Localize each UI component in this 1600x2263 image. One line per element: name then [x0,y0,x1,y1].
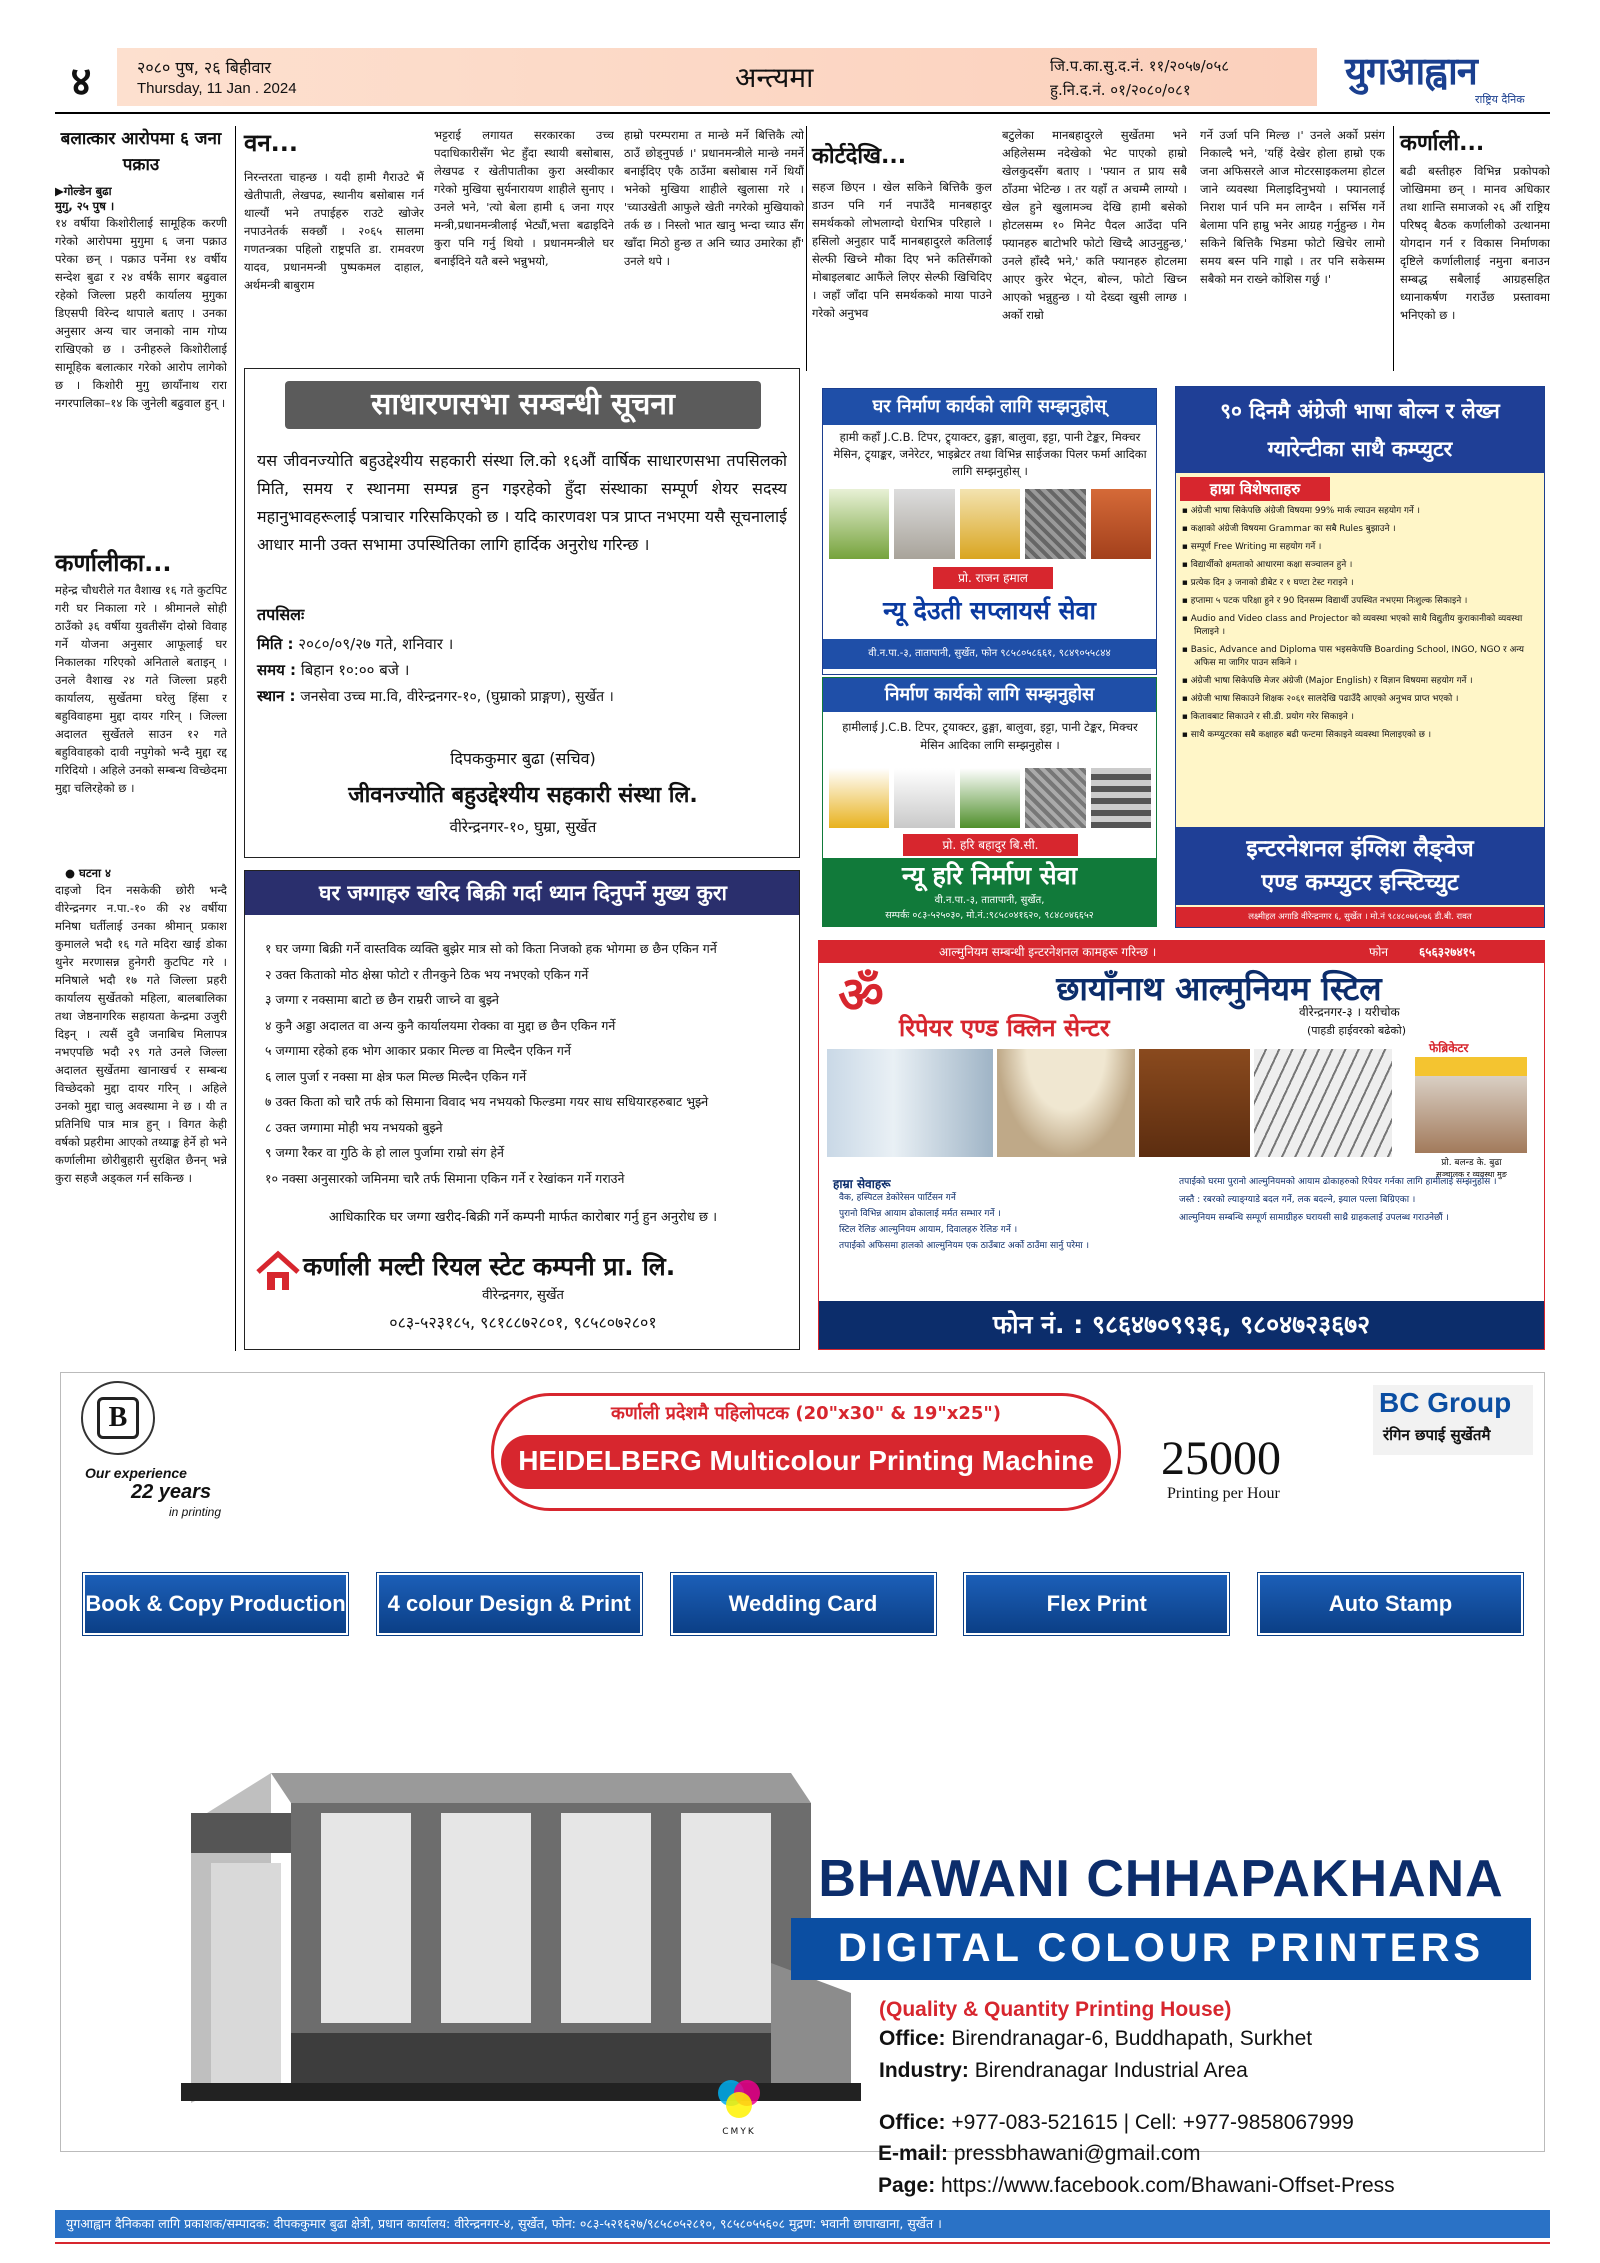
agm-notice [244,368,800,858]
article-body-karnali-right: बढी बस्तीहरु विभिन्न प्रकोपको जोखिममा छन् । मानव अधिकार तथा शान्ति समाजको २६ औं राष्ट्रिय परिषद् बैठक कर्णालीको उत्थानमा योगदान गर्न र विकास निर्माणका दृष्टिले कर्णालीलाई नमुना बनाउन सम्बद्ध सबैलाई आग्रहसहित ध्यानाकर्षण गराउँछ प्रस्तावमा भनिएको छ । [1400,164,1550,322]
deuti-proprietor: प्रो. राजन हमाल [933,567,1053,589]
bhawani-email-line [878,2142,1200,2166]
bc-group-name: BC Group [1379,1387,1512,1418]
service-item: स्टिल रेलिङ आल्मुनियम आयाम, दिवालहरु रेलिङ गर्ने । [839,1225,1018,1235]
agm-date-label: मिति : [257,635,294,653]
checklist-item: ५ जग्गामा रहेको हक भोग आकार प्रकार मिल्छ वा मिल्दैन एकिन गर्ने [265,1043,571,1058]
feature-item: ▪ सम्पूर्ण Free Writing मा सहयोग गर्ने । [1182,542,1322,552]
date-nepali: २०८० पुष, २६ बिहीवार [137,58,272,77]
footer-rule [55,2242,1550,2244]
article-karnali-right [1400,126,1550,371]
arch-window-image [997,1049,1135,1157]
cmyk-logo [709,2073,769,2143]
aluminium-address-2: (पाहडी हाईवरको बढेको) [1307,1024,1407,1037]
bhawani-office-label: Office: [879,2027,946,2050]
hari-address: वी.न.पा.-३, तातापानी, सुर्खेत, [934,895,1045,906]
page-header [55,48,1550,110]
deuti-address: वी.न.पा.-३, तातापानी, सुर्खेत, फोन ९८५८०५८६६१, ९८४९०५५८४४ [823,639,1156,669]
service-item: आल्मुनियम सम्बन्धि सम्पूर्ण सामाग्रीहरु घरायसी साथ्रै ग्राहकलाई उपलब्ध गराउनेछौं । [1179,1213,1449,1223]
article-forest [244,126,812,356]
header-rule [55,112,1550,114]
article-body-forest-3: हाम्रो परम्परामा त मान्छे मर्ने बित्तिकै त्यो ठाउँ छोड्नुपर्छ ।' प्रधानमन्त्रीले मान्छे नमर्ने बनाईदिए एकै ठाउँमा बसोबास गर्ने थियौं भनेको मुखिया शाहीले खुलासा गरे । 'च्याउखेती आफुले खेती नगरेको मुखियाको तर्क छ । निस्लो भात खानु भन्दा च्याउ सँग खाँदा मिठो हुन्छ त अनि च्याउ उमारेका हौं' उनले थपे । [624,128,804,268]
service-button-label: Wedding Card [728,1591,878,1616]
bc-group-sub: रंगिन छपाई सुर्खेतमै [1383,1426,1491,1444]
dateline: मुगु, २५ पुष । [55,199,115,213]
masthead-subtitle: राष्ट्रिय दैनिक [1475,93,1525,106]
om-icon: ॐ [838,966,884,1024]
agm-address: वीरेन्द्रनगर-१०, घुम्रा, सुर्खेत [449,818,597,836]
aluminium-proprietor: प्रो. बलन्ड के. बुढा [1441,1158,1502,1168]
stair-rail-image [1254,1049,1392,1157]
agm-tapasil: तपसिलः [257,605,305,624]
printing-machine-image [151,1663,871,2123]
bhawani-page-link[interactable]: https://www.facebook.com/Bhawani-Offset-Press [941,2174,1395,2197]
aluminium-contact: फोन नं. : ९८६४७०९९३६, ९८०४७२३६७२ [992,1310,1371,1339]
blocks-image [1091,768,1151,828]
agm-place: जनसेवा उच्च मा.वि, वीरेन्द्रनगर-१०, (घुम्राको प्राङ्गण), सुर्खेत । [300,689,614,705]
bhawani-industry: Birendranagar Industrial Area [974,2059,1248,2082]
service-buttons [83,1573,1523,1635]
service-button-label: Flex Print [1046,1591,1147,1616]
article-title-karnali-right: कर्णाली... [1400,131,1485,156]
truck-image [894,768,954,828]
agm-notice-title: साधारणसभा सम्बन्धी सूचना [285,381,761,429]
service-item: पुरानो विभिन्न आयाम ढोकालाई मर्मत सम्भार गर्ने । [839,1209,1001,1219]
feature-item: ▪ प्रत्येक दिन ३ जनाको डीबेट र १ घण्टा टेस्ट गराइने । [1182,578,1354,588]
checklist-item: १० नक्सा अनुसारको जमिनमा चारै तर्फ सिमाना एकिन गर्ने र रेखांकन गर्ने गराउने [265,1170,625,1186]
feature-item: ▪ कितावबाट सिकाउने र सी.डी. प्रयोग गरेर सिकाइने । [1182,712,1354,722]
real-estate-title: घर जग्गाहरु खरिद बिक्री गर्दा ध्यान दिनुपर्ने मुख्य कुरा [245,871,800,915]
real-estate-checklist [265,939,785,1194]
masthead-logo: युगआह्वान [1345,48,1477,93]
feature-item: ▪ Basic, Advance and Diploma पास भइसकेपछि Boarding School, INGO, NGO र अन्य अफिस मा जागिर पाउन सकिने । [1182,645,1524,668]
service-button[interactable] [671,1573,936,1635]
page-number: ४ [70,58,92,105]
bhawani-email-label: E-mail: [878,2142,949,2165]
deuti-title: घर निर्माण कार्यको लागि सम्झनुहोस् [823,389,1156,425]
bhawani-phone-line [879,2111,1354,2135]
article-body-court-1: सहज छिएन । खेल सकिने बित्तिकै कुल डाउन पनि गर्न नपाउँदै मानबहादुर समर्थकको लोभलाग्दो घेराभित्र परिहाले । हसिलो अनुहार पार्दै मानबहादुरले कतिलाई सेल्फी खिच्ने मौका दिए भने कतिसँगको मोबाइलबाट आफैंले लिएर सेल्फी खिचिदिए । जहाँ जाँदा पनि समर्थकको माया पाउने गरेको अनुभव [812,180,992,320]
english-features-head: हाम्रा विशेषताहरु [1180,477,1330,501]
hari-nirman-ad [822,677,1157,927]
real-estate-note: आधिकारिक घर जग्गा खरीद-बिक्री गर्ने कम्पनी मार्फत कारोबार गर्नु हुन अनुरोध छ । [328,1210,718,1225]
registration-2: हु.नि.द.नं. ०१/२०८०/०८१ [1050,81,1191,99]
aluminium-services-head: हाम्रा सेवाहरू [833,1177,891,1191]
aluminium-proprietor-sub: सञ्चालक र व्यवस्था मुङ [1436,1170,1507,1179]
machinery-images [829,489,1151,559]
tractor-image [960,768,1020,828]
deuti-desc: हामी कहाँ J.C.B. टिपर, ट्र्याक्टर, ढुङ्गा, बालुवा, इट्टा, पानी टेङ्कर, मिक्चर मेसिन, ट्र्याङ्कर, जनेरेटर, भाइब्रेटर तथा विभिन्न साईजका पिलर फर्मा आदिका लागि सम्झनुहोस् । [833,430,1147,478]
checklist-item: १ घर जग्गा बिक्री गर्ने वास्तविक व्यक्ति बुझेर मात्र सो को किता निजको हक भोगमा छ छैन एकिन गर्ने [265,941,717,956]
jcb-image [829,768,889,828]
aluminium-phone: ६५६३२७४१५ [1419,945,1476,959]
article-title-forest: वन... [244,129,299,157]
checklist-item: २ उक्त किताको मोठ क्षेस्रा फोटो र तीनकुने ठिक भय नभएको एकिन गर्ने [265,966,589,982]
checklist-item: ९ जग्गा रैकर वा गुठि के हो लाल पुर्जामा राम्रो संग हेर्ने [265,1145,504,1160]
column-divider [806,126,807,371]
service-button[interactable] [1258,1573,1523,1635]
feature-item: ▪ कक्षाको अंग्रेजी विषयमा Grammar का सबै Rules बुझाउने । [1182,524,1396,534]
hari-desc: हामीलाई J.C.B. टिपर, ट्र्याक्टर, ढुङ्गा, बालुवा, इट्टा, पानी टेङ्कर, मिक्चर मेसिन आदिका लागि सम्झनुहोस । [842,720,1138,752]
english-feature-list [1182,505,1538,747]
checklist-item: ४ कुनै अड्डा अदालत वा अन्य कुनै कार्यालयमा रोक्का वा मुद्दा छ छैन एकिन गर्ने [265,1017,616,1033]
feature-item: ▪ Audio and Video class and Projector को व्यवस्था भएको साथै विद्युतीय कुराकानीको व्यवस्था मिलाइने । [1182,614,1523,637]
english-footer: लक्ष्मीहल अगाडि वीरेन्द्रनगर ६, सुर्खेत । मो.नं ९८४८०७६०७६ डी.बी. रावत [1176,907,1544,927]
feature-item: ▪ अंग्रेजी भाषा सिकेपछि अंग्रेजी विषयमा 99% मार्क ल्याउन सहयोग गर्ने । [1182,506,1420,516]
bhawani-office: Birendranagar-6, Buddhapath, Surkhet [951,2027,1313,2050]
article-body-forest-1: निरन्तरता चाहन्छ । यदी हामी गैराउटे भैं खेतीपाती, लेखपढ, स्थानीय बसोबास गर्न थाल्यौं भने तपाईहरु राउटे खोजेर नपाउनेतर्क सक्छौं । २०६५ सालमा गणतन्त्रका पहिलो राष्ट्रपति डा. रामवरण यादव, प्रधानमन्त्री पुष्पकमल दाहाल, अर्थमन्त्री बाबुराम [244,170,424,292]
article-court [812,126,1387,371]
checklist-item: ७ उक्त किता को चारै तर्फ को सिमाना विवाद भय नभयको फिल्डमा गयर साध सधियारहरुबाट भुझ्ने [265,1094,709,1109]
gravel-image [1025,489,1085,559]
service-button-label: Book & Copy Production [85,1591,346,1616]
bricks-image [1091,489,1151,559]
english-institute-name-1: इन्टरनेशनल इंग्लिश लैङ्वेज [1246,836,1474,862]
section-title: अन्त्यमा [735,61,814,94]
aluminium-product-images [827,1049,1392,1157]
aluminium-services-left [839,1191,1159,1255]
real-estate-company: कर्णाली मल्टी रियल स्टेट कम्पनी प्रा. लि. [303,1252,676,1281]
gravel-image [1025,768,1085,828]
aluminium-phone-label: फोन [1369,945,1389,959]
deuti-name: न्यू देउती सप्लायर्स सेवा [883,596,1096,625]
aluminium-top-note: आल्मुनियम सम्बन्धी इन्टरनेशनल कामहरू गरिन्छ । [939,945,1157,959]
aluminium-services-right [1179,1175,1534,1229]
bhawani-logo-mark: B [97,1397,139,1439]
article-body-rape: १४ वर्षीया किशोरीलाई सामूहिक करणी गरेको आरोपमा मुगुमा ६ जना पक्राउ परेका छन् । पक्राउ पर्नेमा १४ वर्षीय सन्देश बुढा र २४ वर्षकै सागर बढुवाल रहेको जिल्ला प्रहरी कार्यालय मुगुका डिएसपी विरेन्द थापाले बताए । उनका अनुसार अन्य चार जनाको नाम गोप्य राखिएको छ । उनीहरुले किशोरीलाई सामूहिक बलात्कार गरेको आरोप लागेको छ । किशोरी मुगु छायाँनाथ रारा नगरपालिका–१४ कि जुनेली बढुवाल हुन् । [55,216,227,410]
article-body-forest-2: भट्टराई लगायत सरकारका उच्च पदाधिकारीसँग भेट हुँदा स्थायी बसोबास, लेखपढ र खेतीपातीका कुरा अस्वीकार गरेको मुखिया सुर्यनारायण शाहीले सुनाए । उनले भने, 'त्यो बेला हामी ६ जना गएर मन्त्री,प्रधानमन्त्रीलाई भेट्यौं,भत्ता बढाइदिने कुरा पनि गर्नु थियो । प्रधानमन्त्रीले घर बनाईदिने यतै बस्ने भन्नुभयो, [434,128,614,268]
bhawani-ad [60,1372,1545,2152]
agm-time: बिहान १०:०० बजे । [300,661,410,679]
service-item: जस्तै : रबरको ल्याङ्ग्याडे बदल गर्ने, लक बदल्ने, झ्याल पल्ला बिग्रिएका । [1179,1195,1416,1205]
agm-time-label: समय : [257,661,297,679]
bhawani-phone-label: Office: [879,2111,946,2134]
hari-proprietor: प्रो. हरि बहादुर बि.सी. [903,834,1078,856]
feature-item: ▪ अंग्रेजी भाषा सिकेपछि मेजर अंग्रेजी (Major English) र विज्ञान विषयमा सहयोग गर्ने । [1182,676,1473,686]
checklist-item: ३ जग्गा र नक्सामा बाटो छ छैन राम्ररी जाच्ने वा बुझ्ने [265,992,499,1007]
checklist-item: ८ उक्त जग्गामा मोही भय नभयको बुझ्ने [265,1119,443,1135]
aluminium-name: छायाँनाथ आल्मुनियम स्टिल [1056,969,1382,1008]
deuti-supplier-ad [822,388,1157,675]
experience-line-1: Our experience [85,1465,187,1481]
real-estate-ad [244,870,800,1350]
date-english: Thursday, 11 Jan . 2024 [137,80,297,97]
registration-1: जि.प.का.सु.द.नं. ११/२०५७/०५८ [1050,57,1230,75]
hari-title: निर्माण कार्यको लागि सम्झनुहोस [823,678,1156,712]
service-item: तपाईको अफिसमा हालको आल्मुनियम एक ठाउँबाट अर्को ठाउँमा सार्नु परेमा । [839,1241,1090,1251]
bhawani-email[interactable]: pressbhawani@gmail.com [953,2142,1201,2165]
cmyk-label: CMYK [722,2127,756,2137]
experience-years: 22 years [131,1481,212,1503]
service-button[interactable] [83,1573,348,1635]
experience-line-3: in printing [169,1505,222,1519]
bhawani-office-line [879,2027,1312,2051]
hari-name: न्यू हरि निर्माण सेवा [901,861,1078,890]
real-estate-address: वीरेन्द्रनगर, सुर्खेत [482,1288,564,1303]
article-title-rape: बलात्कार आरोपमा ६ जना पक्राउ [60,129,222,175]
article-body-court-3: गर्ने उर्जा पनि मिल्छ ।' उनले अर्को प्रसंग निकाल्दै भने, 'यहिं देखेर होला हाम्रो एक जना अफिसरले आज मोटरसाइकलमा होटल जाने व्यवस्था मिलाइदिनुभयो । फ्यानलाई निराश पार्न पनि मन लाग्दैन । सर्भिस गर्ने बेलामा पनि हाम्रु भनेर आग्रह गर्नुहुन्छ । गेम सकिने बित्तिकै भिडमा फोटो खिचेर लामो समय बस्न पनि गाह्रो । तर पनि सकेसम्म सबैको मन राख्ने कोशिस गर्छु ।' [1200,128,1385,286]
column-divider [235,126,236,1351]
article-body-court-2: बटुलेका मानबहादुरले सुर्खेतमा भने अहिलेसम्म नदेखेको भेट पाएको हाम्रो खेलकुदसँग बताए । 'फ्यान त प्राय सबै ठाँउमा भेटिन्छ । तर यहाँ त अचम्मै लाग्यो । खेल हुने खुलामञ्च देखि हामी बसेको होटलसम्म १० मिनेट पैदल आउँदा पनि फ्यानहरु बाटोभरि फोटो खिच्दै आउनुहुन्छ,' उनले हाँस्दै भने,' कति फ्यानहरु होटलमा आएर कुरेर भेट्न, बोल्न, फोटो खिच्न आएको भन्नुहुन्छ । यो देख्दा खुसी लाग्छ । अर्को राम्रो [1002,128,1187,322]
hari-machinery-images [829,768,1151,828]
event-marker: ● घटना ४ [65,866,111,880]
jcb-image [960,489,1020,559]
aluminium-sub: रिपेयर एण्ड क्लिन सेन्टर [899,1014,1110,1042]
aluminium-address-1: वीरेन्द्रनगर-३ । यरीचोक [1299,1005,1400,1019]
agm-details [257,631,614,710]
column-divider [1393,126,1394,371]
service-button-label: Auto Stamp [1328,1591,1453,1616]
article-body-karnali: महेन्द्र चौधरीले गत वैशाख १६ गते कुटपिट गरी घर निकाला गरे । श्रीमानले सोही ठाउँको ३६ वर्षीया युवतीसँग दोस्रो विवाह गर्ने योजना अनुसार आफूलाई घर निकालका गरिएको अनिताले बताइन् । उनले वैशाख २४ गते जिल्ला प्रहरी कार्यालय, सुर्खेतमा घरेलु हिंसा र बहुविवाहमा मुद्दा दायर गरिन् । जिल्ला अदालत सुर्खेतले साउन १२ गते बहुविवाहको दावी नपुगेको भन्दै मुद्दा रद्द गरिदियो । अहिले उनको सम्बन्ध विच्छेदमा मुद्दा चलिरहेको छ । [55,583,227,795]
bhawani-industry-line [879,2059,1248,2083]
feature-item: ▪ साथै कम्प्युटरका सबै कक्षाहरु बढी फन्टमा सिकाइने व्यवस्था मिलाइएको छ । [1182,730,1432,740]
column-1 [55,126,227,1351]
service-button[interactable] [377,1573,642,1635]
footer-text: युगआह्वान दैनिकका लागि प्रकाशक/सम्पादक: दीपककुमार बुढा क्षेत्री, प्रधान कार्यालय: वीरेन्द्रनगर-४, सुर्खेत, फोन: ०८३-५२१६२७/९८५८०५२८१०, ९८५८०५५६०८ मुद्रण: भवानी छापाखाना, सुर्खेत । [66,2216,942,2231]
bhawani-name: BHAWANI CHHAPAKHANA [818,1850,1504,1908]
hari-phones: सम्पर्कः ०८३-५२५०३०, मो.नं.:९८५८०४१६२०, ९८४८०४६६५२ [885,910,1094,921]
article-title-court: कोर्टदेखि... [812,144,907,169]
bhawani-quality: (Quality & Quantity Printing House) [879,1998,1232,2021]
fabricator-photo [1415,1057,1527,1153]
feature-item: ▪ हप्तामा ५ पटक परिक्षा हुने र 90 दिनसम्म विद्यार्थी उपस्थित नभएमा निःशुल्क सिकाइने । [1182,596,1468,606]
printing-rate-label: Printing per Hour [1167,1485,1280,1502]
service-button[interactable] [964,1573,1229,1635]
service-item: तपाईको घरमा पुरानो आल्मुनियमको आयाम ढोकाहरुको रिपेयर गर्नका लागि हामीलाई सम्झनुहोस । [1179,1177,1497,1187]
bhawani-phone: +977-083-521615 | Cell: +977-9858067999 [951,2111,1354,2134]
byline: ▶गोल्डेन बुढा [55,184,112,198]
printing-rate-number: 25000 [1161,1432,1281,1485]
aluminium-fabricator-label: फेब्रिकेटर [1429,1041,1469,1055]
real-estate-phones: ०८३-५२३१८५, ९८१८८७२८०१, ९८५८०७२८०१ [389,1313,657,1332]
agm-date: २०८०/०९/२७ गते, शनिवार । [298,635,454,653]
article-title-karnali-continued: कर्णालीका... [55,549,172,577]
feature-item: ▪ विद्यार्थीको क्षमताको आधारमा कक्षा सञ्चालन हुने । [1182,560,1353,570]
bhawani-industry-label: Industry: [879,2059,969,2082]
english-institute-ad [1175,386,1545,928]
bhawani-page-label: Page: [878,2174,936,2197]
bhawani-logo [81,1381,155,1455]
aluminium-ad [818,940,1545,1350]
checklist-item: ६ लाल पुर्जा र नक्सा मा क्षेत्र फल मिल्छ मिल्दैन एकिन गर्ने [265,1068,527,1084]
sand-image [894,489,954,559]
agm-notice-body: यस जीवनज्योति बहुउद्देश्यीय सहकारी संस्था लि.को १६औं वार्षिक साधारणसभा तपसिलको मिति, समय र स्थानमा सम्पन्न हुन गइरहेको हुँदा संस्थाका सम्पूर्ण शेयर सदस्य महानुभावहरूलाई पत्राचार गरिसकिएको छ । यदि कारणवश पत्र प्राप्त नभएमा यसै सूचनालाई आधार मानी उक्त सभामा उपस्थितिका लागि हार्दिक अनुरोध गरिन्छ । [257,451,787,554]
service-item: वैक, हस्पिटल डेकोरेसन पार्टिसन गर्ने [839,1193,956,1203]
english-institute-name-2: एण्ड कम्प्युटर इन्स्टिच्युट [1261,870,1459,896]
agm-signer: दिपककुमार बुढा (सचिव) [450,749,596,768]
heidelberg-banner-en: HEIDELBERG Multicolour Printing Machine [518,1445,1094,1476]
agm-org: जीवनज्योति बहुउद्देश्यीय सहकारी संस्था लि. [348,783,698,808]
agm-place-label: स्थान : [257,687,296,705]
bhawani-tagline: DIGITAL COLOUR PRINTERS [837,1926,1485,1970]
partition-image [827,1049,993,1157]
feature-item: ▪ अंग्रेजी भाषा सिकाउने शिक्षक २०६१ सालदेखि पढाउँदै आएको अनुभव प्राप्त भएको । [1182,694,1459,704]
bhawani-page-line [878,2174,1395,2198]
english-title: ९० दिनमै अंग्रेजी भाषा बोल्न र लेख्न ग्यारेन्टीका साथै कम्प्युटर [1176,387,1544,473]
service-button-label: 4 colour Design & Print [387,1591,631,1616]
tractor-image [829,489,889,559]
heidelberg-banner-np: कर्णाली प्रदेशमै पहिलोपटक (20"x30" & 19"x25") [610,1403,1001,1424]
door-image [1139,1049,1250,1157]
article-body-karnali-cont: दाइजो दिन नसकेकी छोरी भन्दै वीरेन्द्रनगर न.पा.-१० की २४ वर्षीया मनिषा घर्तीलाई उनका श्रीमान् प्रकाश कुमालले भदौ १६ गते मदिरा खाई डोका थुनेर मरणासन्न हुनेगरी कुटपिट गरे । मनिषाले भदौ १७ गते जिल्ला प्रहरी कार्यालय सुर्खेतको महिला, बालबालिका तथा जेष्ठनागरिक सहायता केन्द्रमा उजुरी दिइन् । त्यसैं दुवै जनाबिच मिलापत्र नभएपछि भदौ २९ गते उनले जिल्ला अदालत सुर्खेतमा खानाखर्च र सम्बन्ध विच्छेदको मुद्दा दायर गरिन् । अहिले उनको मुद्दा चालु अवस्थामा ने छ । यी त प्रतिनिधि पात्र मात्र हुन् । विगत केही वर्षको प्रहरीमा आएको तथ्याङ्क हेर्ने हो भने कर्णालीमा छोरीबुहारी सुरक्षित छैनन् भन्ने कुरा सहजै अड्कल गर्न सकिन्छ । [55,883,227,1185]
